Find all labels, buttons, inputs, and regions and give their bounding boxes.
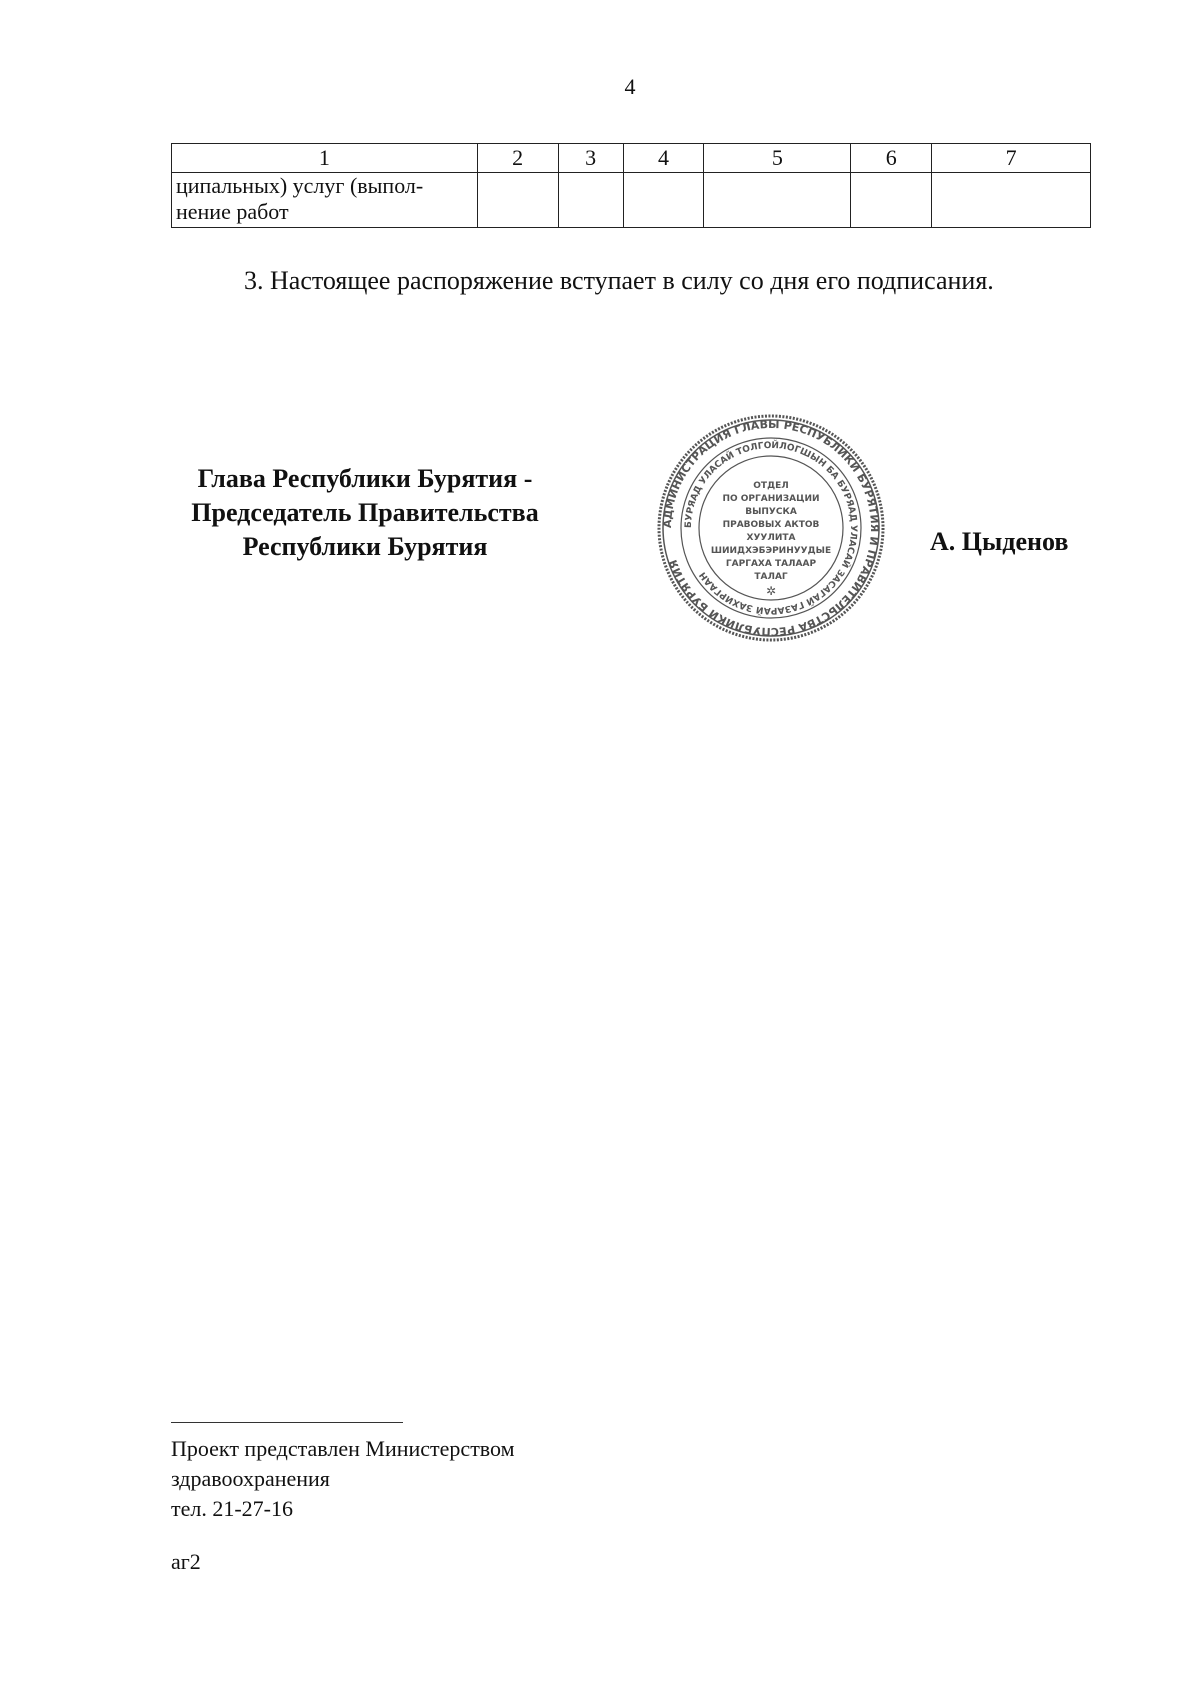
table-cell (932, 173, 1091, 228)
column-number-cell: 7 (932, 144, 1091, 173)
position-line: Глава Республики Бурятия - (197, 464, 533, 493)
column-number-cell: 5 (704, 144, 851, 173)
seal-center-line: ОТДЕЛ (753, 481, 789, 491)
effective-date-clause: 3. Настоящее распоряжение вступает в силу со дня его подписания. (244, 266, 994, 295)
column-number-cell: 3 (558, 144, 623, 173)
document-code: аг2 (171, 1549, 201, 1574)
official-seal (656, 413, 886, 643)
continuation-table (171, 143, 1091, 228)
column-number-cell: 6 (851, 144, 932, 173)
note-line: Проект представлен Министерством (171, 1436, 515, 1461)
column-number-cell: 2 (477, 144, 558, 173)
seal-center-line: ТАЛАГ (754, 572, 788, 582)
seal-center-line: ВЫПУСКА (745, 507, 797, 517)
table-header-row (172, 144, 1091, 173)
prepared-by-note (171, 1434, 515, 1524)
table-cell: ципальных) услуг (выпол- нение работ (172, 173, 478, 228)
table-row (172, 173, 1091, 228)
seal-outer-text: АДМИНИСТРАЦИЯ ГЛАВЫ РЕСПУБЛИКИ БУРЯТИЯ И ПРАВИТЕЛЬСТВА РЕСПУБЛИКИ БУРЯТИЯ (660, 417, 882, 639)
table-cell (851, 173, 932, 228)
seal-center-line: ПО ОРГАНИЗАЦИИ (722, 494, 820, 504)
signer-name: А. Цыденов (930, 527, 1069, 556)
seal-center-line: ПРАВОВЫХ АКТОВ (722, 520, 820, 530)
seal-inner-ring-text: БУРЯАД УЛАСАЙ ТОЛГОЙЛОГШЫН БА БУРЯАД УЛАСАЙ ЗАСАГАЙ ГАЗАРАЙ ЗАХИРГААН (683, 440, 859, 616)
page-number: 4 (624, 74, 636, 99)
seal-center-line: ГАРГАХА ТАЛААР (725, 559, 817, 569)
table-cell (623, 173, 704, 228)
signatory-position (140, 462, 590, 564)
seal-center-line: ШИИДХЭБЭРИНУУДЫЕ (710, 546, 832, 556)
note-line: тел. 21-27-16 (171, 1496, 294, 1521)
position-line: Республики Бурятия (242, 532, 488, 561)
position-line: Председатель Правительства (191, 498, 539, 527)
table-cell (558, 173, 623, 228)
seal-center-line: ХУУЛИТА (746, 533, 796, 543)
footer-divider (171, 1422, 403, 1423)
table-cell (704, 173, 851, 228)
table-cell (477, 173, 558, 228)
column-number-cell: 1 (172, 144, 478, 173)
note-line: здравоохранения (171, 1466, 330, 1491)
column-number-cell: 4 (623, 144, 704, 173)
seal-star-icon: ✲ (765, 584, 777, 598)
